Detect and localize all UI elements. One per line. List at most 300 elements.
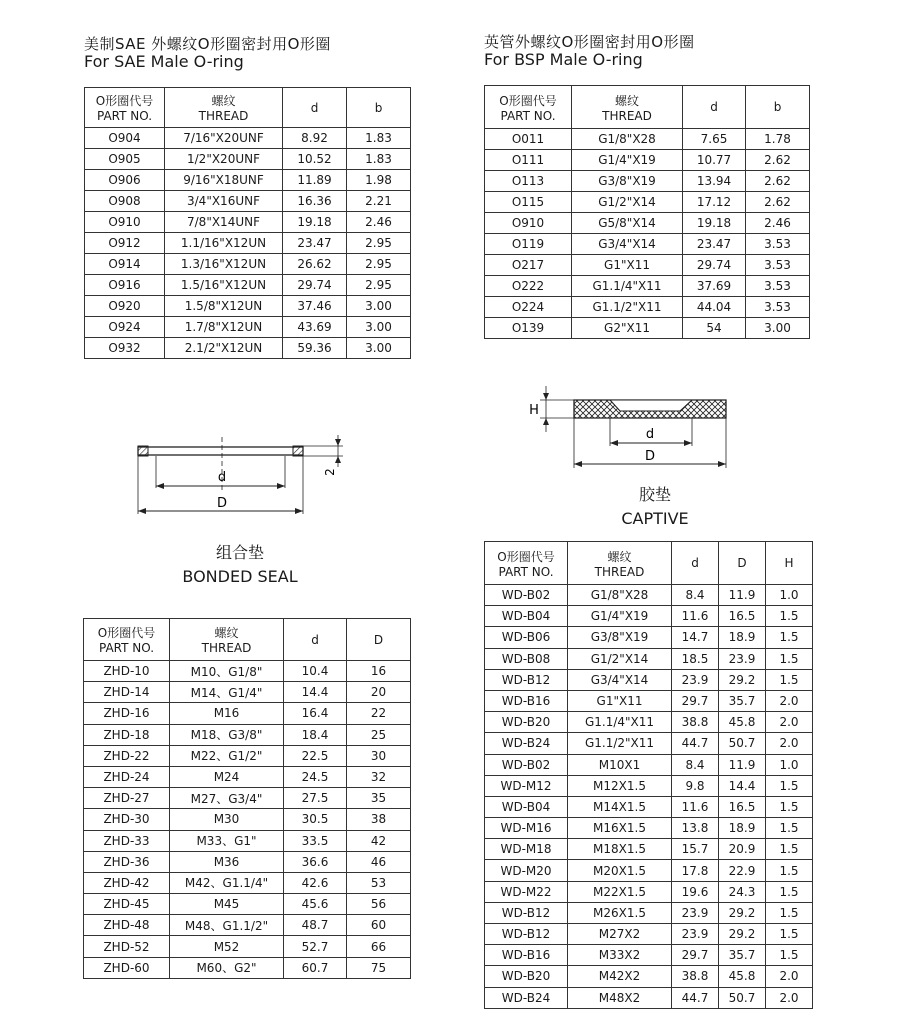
table-cell: G1/4"X19 [568, 606, 672, 627]
table-row [485, 318, 810, 339]
bsp-header-sublabel: THREAD [602, 108, 652, 123]
bonded-header-cell [347, 619, 411, 661]
table-row [485, 924, 813, 945]
table-cell: O914 [85, 254, 165, 275]
table-cell: G1.1/2"X11 [568, 733, 672, 754]
table-cell: M33、G1" [170, 830, 284, 851]
table-row [485, 839, 813, 860]
table-cell: WD-B02 [485, 754, 568, 775]
table-row [485, 754, 813, 775]
table-cell: 56 [347, 894, 411, 915]
table-row [84, 957, 411, 978]
table-row [485, 255, 810, 276]
bonded-thickness-label: 2 [323, 468, 337, 476]
bonded-d-label: d [217, 470, 227, 485]
table-cell: 1.83 [347, 128, 411, 149]
table-row [85, 317, 411, 338]
table-row [485, 818, 813, 839]
table-cell: 16 [347, 661, 411, 682]
table-row [85, 170, 411, 191]
table-cell: 2.95 [347, 233, 411, 254]
sae-header-sublabel: PART NO. [96, 109, 153, 123]
sae-header-sublabel: THREAD [198, 109, 249, 123]
captive-header-cell [672, 542, 719, 585]
bsp-header-row [485, 86, 810, 129]
table-cell: 20 [347, 682, 411, 703]
captive-header-cell [485, 542, 568, 585]
sae-title-en: For SAE Male O-ring [84, 52, 244, 72]
table-cell: 29.2 [719, 902, 766, 923]
table-cell: WD-B12 [485, 924, 568, 945]
table-row [485, 987, 813, 1008]
table-row [485, 881, 813, 902]
table-cell: 29.7 [672, 690, 719, 711]
table-cell: 20.9 [719, 839, 766, 860]
table-cell: M36 [170, 851, 284, 872]
table-cell: M10X1 [568, 754, 672, 775]
table-cell: 1.5 [766, 648, 813, 669]
table-cell: 1/2"X20UNF [165, 149, 283, 170]
table-cell: 11.89 [283, 170, 347, 191]
table-cell: ZHD-24 [84, 766, 170, 787]
table-cell: WD-B12 [485, 902, 568, 923]
table-row [85, 191, 411, 212]
table-cell: WD-M18 [485, 839, 568, 860]
table-cell: 54 [683, 318, 746, 339]
bonded-header-label: d [311, 632, 319, 647]
table-cell: 1.98 [347, 170, 411, 191]
table-cell: 1.7/8"X12UN [165, 317, 283, 338]
table-cell: 11.9 [719, 754, 766, 775]
captive-header-sublabel: PART NO. [498, 564, 554, 579]
table-cell: 38.8 [672, 712, 719, 733]
sae-header-cell [85, 88, 165, 128]
table-cell: G5/8"X14 [572, 213, 683, 234]
table-cell: 26.62 [283, 254, 347, 275]
table-cell: 1.5 [766, 945, 813, 966]
table-cell: O904 [85, 128, 165, 149]
table-cell: M52 [170, 936, 284, 957]
table-cell: 2.95 [347, 275, 411, 296]
table-cell: 1.5 [766, 796, 813, 817]
table-cell: 37.69 [683, 276, 746, 297]
table-cell: 10.4 [284, 661, 347, 682]
table-cell: WD-B04 [485, 606, 568, 627]
table-cell: 35 [347, 788, 411, 809]
captive-header-label: H [784, 556, 794, 570]
sae-header-label: O形圈代号 [95, 94, 154, 108]
table-row [84, 809, 411, 830]
bonded-caption [160, 540, 320, 586]
table-row [84, 915, 411, 936]
table-cell: 66 [347, 936, 411, 957]
table-cell: 1.0 [766, 754, 813, 775]
captive-caption-cn: 胶垫 [638, 485, 671, 504]
captive-D-label: D [644, 449, 656, 464]
table-cell: 29.2 [719, 669, 766, 690]
table-cell: 8.92 [283, 128, 347, 149]
sae-header-cell [347, 88, 411, 128]
bonded-seal-diagram [128, 432, 348, 517]
table-row [485, 945, 813, 966]
table-cell: 14.4 [284, 682, 347, 703]
table-cell: 38.8 [672, 966, 719, 987]
table-row [485, 860, 813, 881]
table-cell: 16.5 [719, 796, 766, 817]
table-cell: 3.53 [746, 276, 810, 297]
table-cell: 1.5/8"X12UN [165, 296, 283, 317]
table-cell: 14.7 [672, 627, 719, 648]
table-cell: ZHD-27 [84, 788, 170, 809]
table-row [84, 851, 411, 872]
table-cell: O113 [485, 171, 572, 192]
sae-heading [84, 36, 331, 72]
table-cell: M10、G1/8" [170, 661, 284, 682]
table-cell: O924 [85, 317, 165, 338]
table-cell: 13.94 [683, 171, 746, 192]
table-cell: G3/4"X14 [568, 669, 672, 690]
table-cell: WD-B06 [485, 627, 568, 648]
table-row [485, 966, 813, 987]
table-cell: M12X1.5 [568, 775, 672, 796]
sae-header-label: b [374, 100, 383, 115]
table-cell: 1.5 [766, 606, 813, 627]
table-cell: 2.21 [347, 191, 411, 212]
table-cell: 11.9 [719, 585, 766, 606]
table-cell: O920 [85, 296, 165, 317]
table-cell: 7/16"X20UNF [165, 128, 283, 149]
table-cell: G1/4"X19 [572, 150, 683, 171]
bsp-header-label: b [773, 100, 782, 114]
table-cell: WD-M20 [485, 860, 568, 881]
table-cell: M14、G1/4" [170, 682, 284, 703]
table-cell: 43.69 [283, 317, 347, 338]
captive-caption-en: CAPTIVE [621, 509, 689, 528]
table-cell: 23.9 [719, 648, 766, 669]
sae-header-cell [165, 88, 283, 128]
table-cell: ZHD-52 [84, 936, 170, 957]
table-cell: 3.53 [746, 234, 810, 255]
table-row [84, 894, 411, 915]
table-cell: 14.4 [719, 775, 766, 796]
table-row [485, 585, 813, 606]
bsp-header-cell [746, 86, 810, 129]
table-cell: 50.7 [719, 987, 766, 1008]
captive-header-label: D [737, 556, 747, 570]
table-cell: M60、G2" [170, 957, 284, 978]
table-cell: O115 [485, 192, 572, 213]
table-row [485, 669, 813, 690]
table-cell: 44.7 [672, 987, 719, 1008]
table-cell: M16 [170, 703, 284, 724]
table-cell: 3.00 [347, 317, 411, 338]
bsp-heading [484, 34, 695, 70]
table-cell: G1"X11 [568, 690, 672, 711]
table-cell: O932 [85, 338, 165, 359]
table-cell: 17.8 [672, 860, 719, 881]
table-row [485, 606, 813, 627]
bonded-seal-body [138, 447, 303, 455]
table-cell: ZHD-30 [84, 809, 170, 830]
captive-table [484, 541, 813, 1009]
table-cell: 3.53 [746, 255, 810, 276]
table-cell: M18、G3/8" [170, 724, 284, 745]
table-cell: M45 [170, 894, 284, 915]
table-cell: O139 [485, 318, 572, 339]
table-cell: O119 [485, 234, 572, 255]
table-cell: M30 [170, 809, 284, 830]
bonded-caption-cn: 组合垫 [215, 543, 264, 562]
table-cell: G3/8"X19 [568, 627, 672, 648]
table-cell: 2.46 [746, 213, 810, 234]
table-cell: 8.4 [672, 585, 719, 606]
table-cell: 30.5 [284, 809, 347, 830]
table-cell: 2.0 [766, 987, 813, 1008]
table-row [485, 192, 810, 213]
table-cell: O111 [485, 150, 572, 171]
table-cell: 9/16"X18UNF [165, 170, 283, 191]
table-cell: 18.5 [672, 648, 719, 669]
table-cell: 18.4 [284, 724, 347, 745]
table-cell: 44.04 [683, 297, 746, 318]
table-row [485, 297, 810, 318]
table-cell: WD-B24 [485, 733, 568, 754]
table-cell: ZHD-60 [84, 957, 170, 978]
table-cell: M27、G3/4" [170, 788, 284, 809]
bsp-table [484, 85, 810, 339]
table-cell: O906 [85, 170, 165, 191]
table-cell: 9.8 [672, 775, 719, 796]
captive-header-row [485, 542, 813, 585]
table-cell: 10.77 [683, 150, 746, 171]
table-cell: 2.62 [746, 150, 810, 171]
table-cell: O916 [85, 275, 165, 296]
table-cell: 2.0 [766, 966, 813, 987]
table-cell: 2.62 [746, 171, 810, 192]
table-cell: M27X2 [568, 924, 672, 945]
table-cell: 59.36 [283, 338, 347, 359]
bsp-header-label: d [710, 100, 718, 114]
table-row [84, 661, 411, 682]
table-cell: 29.7 [672, 945, 719, 966]
sae-header-label: d [310, 100, 319, 115]
table-cell: WD-M12 [485, 775, 568, 796]
table-cell: 16.5 [719, 606, 766, 627]
table-cell: 1.5 [766, 669, 813, 690]
table-cell: G1/2"X14 [568, 648, 672, 669]
captive-header-label: d [691, 556, 699, 570]
table-cell: 24.5 [284, 766, 347, 787]
table-cell: M20X1.5 [568, 860, 672, 881]
table-row [85, 338, 411, 359]
captive-caption [575, 482, 735, 528]
table-cell: ZHD-45 [84, 894, 170, 915]
table-cell: 19.18 [283, 212, 347, 233]
table-row [85, 233, 411, 254]
table-cell: 3.00 [347, 296, 411, 317]
captive-header-cell [766, 542, 813, 585]
table-row [85, 296, 411, 317]
table-row [85, 149, 411, 170]
table-row [84, 724, 411, 745]
table-cell: 45.8 [719, 966, 766, 987]
table-row [485, 171, 810, 192]
captive-diagram [520, 380, 740, 470]
bonded-header-cell [284, 619, 347, 661]
table-cell: ZHD-48 [84, 915, 170, 936]
captive-header-cell [568, 542, 672, 585]
table-cell: 18.9 [719, 818, 766, 839]
table-cell: 29.74 [683, 255, 746, 276]
table-row [485, 648, 813, 669]
table-cell: 23.47 [683, 234, 746, 255]
table-cell: 23.47 [283, 233, 347, 254]
table-cell: 19.18 [683, 213, 746, 234]
table-cell: O910 [485, 213, 572, 234]
table-row [84, 830, 411, 851]
table-cell: O224 [485, 297, 572, 318]
table-row [485, 775, 813, 796]
bonded-header-cell [170, 619, 284, 661]
table-cell: 15.7 [672, 839, 719, 860]
table-cell: 17.12 [683, 192, 746, 213]
table-row [85, 254, 411, 275]
bsp-title-en: For BSP Male O-ring [484, 50, 643, 70]
table-cell: 1.5 [766, 627, 813, 648]
table-cell: WD-B02 [485, 585, 568, 606]
table-cell: WD-B16 [485, 945, 568, 966]
bsp-header-cell [683, 86, 746, 129]
sae-header-row [85, 88, 411, 128]
table-row [85, 275, 411, 296]
captive-header-label: 螺纹 [607, 549, 632, 564]
table-cell: 1.83 [347, 149, 411, 170]
table-cell: 1.5 [766, 860, 813, 881]
table-cell: 48.7 [284, 915, 347, 936]
table-cell: M16X1.5 [568, 818, 672, 839]
sae-title-cn: 美制SAE 外螺纹O形圈密封用O形圈 [84, 35, 331, 53]
captive-d-label: d [645, 427, 655, 442]
table-cell: G1/8"X28 [572, 129, 683, 150]
table-cell: M22X1.5 [568, 881, 672, 902]
table-cell: 11.6 [672, 796, 719, 817]
table-cell: 2.0 [766, 733, 813, 754]
table-cell: 35.7 [719, 945, 766, 966]
table-cell: M42X2 [568, 966, 672, 987]
table-row [485, 690, 813, 711]
table-cell: 1.5 [766, 839, 813, 860]
table-cell: M22、G1/2" [170, 745, 284, 766]
table-cell: 42 [347, 830, 411, 851]
table-cell: 3.00 [746, 318, 810, 339]
table-cell: 33.5 [284, 830, 347, 851]
bonded-header-sublabel: THREAD [201, 641, 252, 655]
table-row [85, 212, 411, 233]
table-cell: 44.7 [672, 733, 719, 754]
table-cell: 50.7 [719, 733, 766, 754]
bonded-table [83, 618, 411, 979]
table-cell: 35.7 [719, 690, 766, 711]
table-cell: O905 [85, 149, 165, 170]
table-cell: M48、G1.1/2" [170, 915, 284, 936]
table-cell: 10.52 [283, 149, 347, 170]
table-cell: O908 [85, 191, 165, 212]
table-cell: M18X1.5 [568, 839, 672, 860]
table-cell: 22 [347, 703, 411, 724]
table-cell: G1.1/4"X11 [572, 276, 683, 297]
table-cell: 2.0 [766, 690, 813, 711]
table-cell: 13.8 [672, 818, 719, 839]
table-cell: O011 [485, 129, 572, 150]
bsp-header-label: 螺纹 [614, 93, 639, 108]
table-cell: 32 [347, 766, 411, 787]
table-cell: M33X2 [568, 945, 672, 966]
table-cell: 22.5 [284, 745, 347, 766]
bonded-header-sublabel: PART NO. [98, 641, 155, 655]
table-cell: 1.5 [766, 818, 813, 839]
table-row [85, 128, 411, 149]
table-cell: 1.78 [746, 129, 810, 150]
captive-header-cell [719, 542, 766, 585]
table-cell: 3.53 [746, 297, 810, 318]
table-cell: O222 [485, 276, 572, 297]
bonded-header-label: D [373, 632, 384, 647]
table-cell: 25 [347, 724, 411, 745]
table-row [485, 213, 810, 234]
table-cell: O910 [85, 212, 165, 233]
table-cell: O912 [85, 233, 165, 254]
table-row [485, 234, 810, 255]
table-cell: G1/2"X14 [572, 192, 683, 213]
table-cell: 1.3/16"X12UN [165, 254, 283, 275]
table-cell: ZHD-42 [84, 872, 170, 893]
table-cell: WD-B16 [485, 690, 568, 711]
table-cell: 75 [347, 957, 411, 978]
table-cell: 38 [347, 809, 411, 830]
table-cell: 1.5 [766, 881, 813, 902]
table-cell: 16.36 [283, 191, 347, 212]
table-cell: 37.46 [283, 296, 347, 317]
captive-header-sublabel: THREAD [594, 564, 645, 579]
sae-header-cell [283, 88, 347, 128]
table-cell: G2"X11 [572, 318, 683, 339]
table-cell: 8.4 [672, 754, 719, 775]
table-cell: WD-M22 [485, 881, 568, 902]
bonded-header-label: O形圈代号 [97, 626, 156, 640]
table-cell: 2.1/2"X12UN [165, 338, 283, 359]
table-cell: 42.6 [284, 872, 347, 893]
table-cell: 1.5 [766, 902, 813, 923]
table-cell: 2.46 [347, 212, 411, 233]
table-cell: 46 [347, 851, 411, 872]
table-cell: 23.9 [672, 669, 719, 690]
table-cell: ZHD-36 [84, 851, 170, 872]
table-row [84, 872, 411, 893]
table-cell: 24.3 [719, 881, 766, 902]
table-cell: 2.0 [766, 712, 813, 733]
table-row [84, 682, 411, 703]
table-cell: G1.1/4"X11 [568, 712, 672, 733]
table-cell: 2.95 [347, 254, 411, 275]
table-row [485, 129, 810, 150]
table-cell: ZHD-10 [84, 661, 170, 682]
bsp-header-cell [485, 86, 572, 129]
bsp-header-cell [572, 86, 683, 129]
table-cell: 52.7 [284, 936, 347, 957]
table-cell: M48X2 [568, 987, 672, 1008]
table-cell: 29.2 [719, 924, 766, 945]
table-cell: 29.74 [283, 275, 347, 296]
